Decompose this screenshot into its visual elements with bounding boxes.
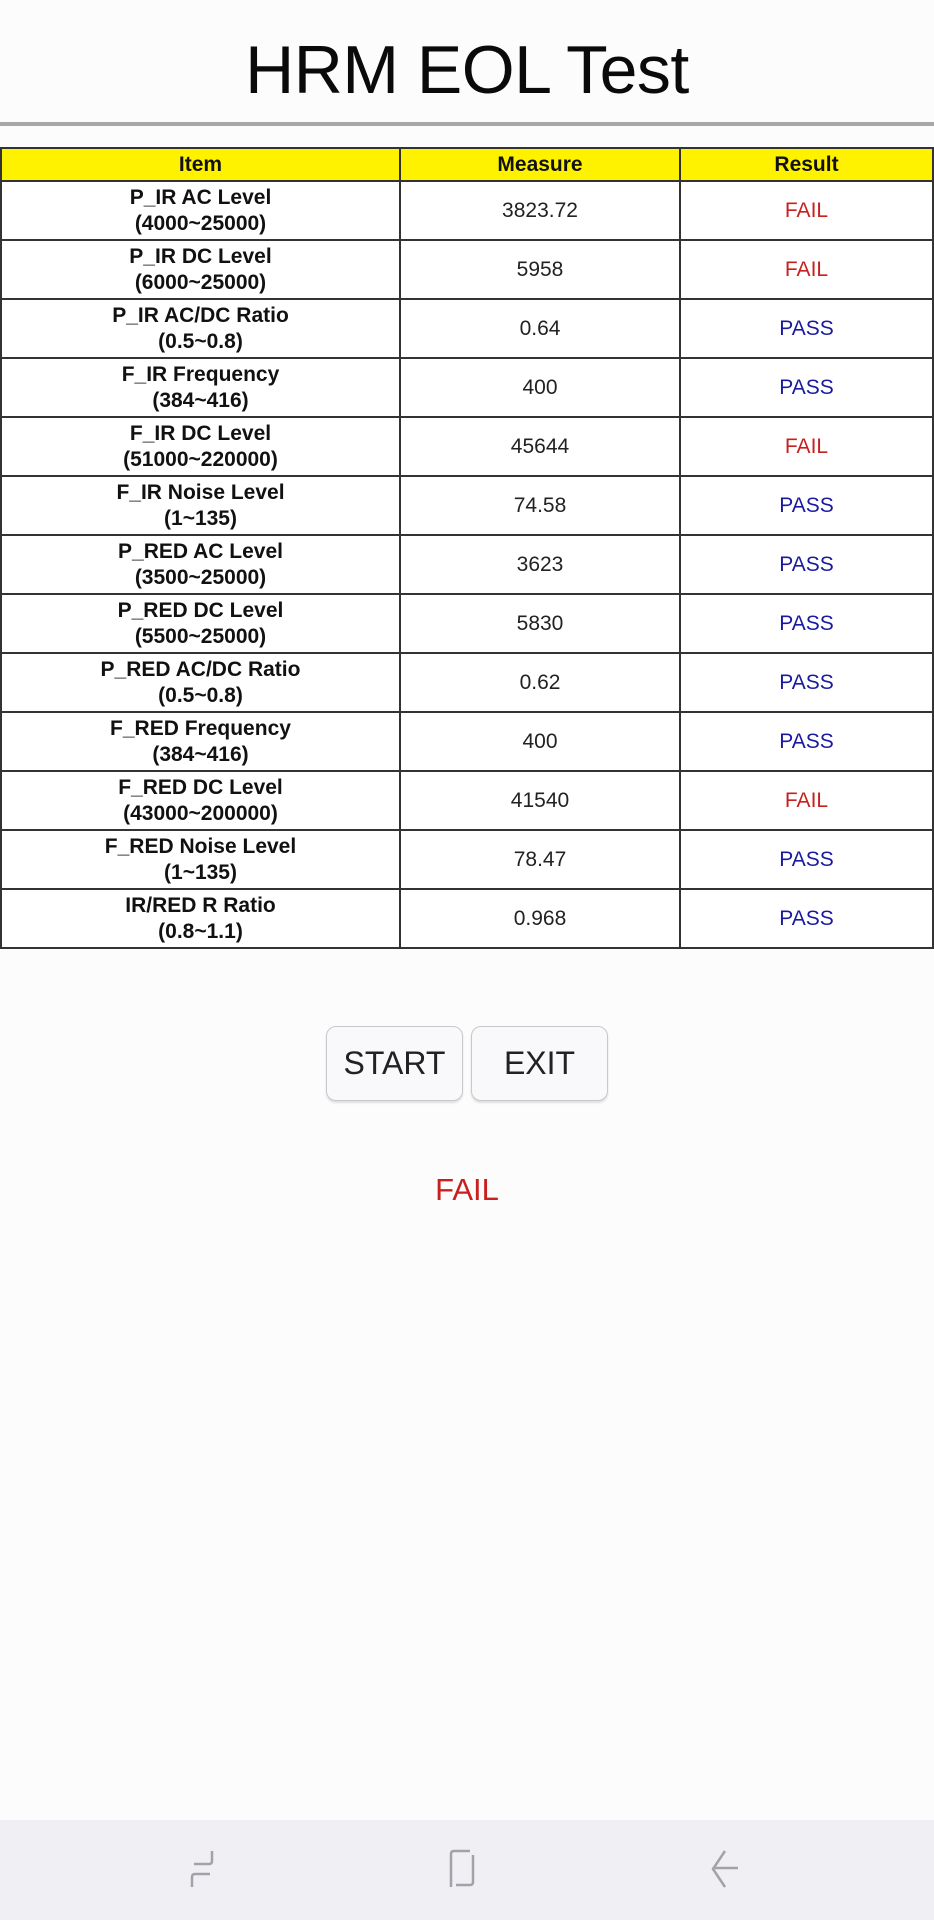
item-range: (43000~200000) <box>123 801 278 825</box>
item-cell <box>1 771 400 830</box>
item-name: P_IR DC Level <box>129 244 272 268</box>
table-row <box>1 771 933 830</box>
result-cell: PASS <box>680 535 933 594</box>
table-row <box>1 181 933 240</box>
item-range: (5500~25000) <box>134 624 267 648</box>
measure-cell: 400 <box>400 358 680 417</box>
measure-cell: 0.62 <box>400 653 680 712</box>
table-row <box>1 299 933 358</box>
recent-apps-icon <box>184 1849 220 1889</box>
measure-cell: 0.968 <box>400 889 680 948</box>
table-row <box>1 535 933 594</box>
measure-cell: 41540 <box>400 771 680 830</box>
result-cell: PASS <box>680 299 933 358</box>
result-cell: PASS <box>680 358 933 417</box>
measure-cell: 5830 <box>400 594 680 653</box>
table-row <box>1 653 933 712</box>
item-range: (384~416) <box>152 742 249 766</box>
item-cell <box>1 476 400 535</box>
item-cell <box>1 417 400 476</box>
results-table <box>0 147 934 949</box>
item-cell <box>1 240 400 299</box>
home-button[interactable] <box>438 1844 488 1894</box>
item-cell <box>1 535 400 594</box>
item-name: F_RED Frequency <box>110 716 291 740</box>
item-range: (384~416) <box>152 388 249 412</box>
item-range: (0.5~0.8) <box>158 683 243 707</box>
item-name: F_RED Noise Level <box>104 834 297 858</box>
page-title: HRM EOL Test <box>245 32 689 108</box>
item-range: (4000~25000) <box>134 211 267 235</box>
navigation-bar <box>0 1820 934 1920</box>
item-name: F_IR Frequency <box>121 362 280 386</box>
item-range: (0.5~0.8) <box>158 329 243 353</box>
measure-cell: 5958 <box>400 240 680 299</box>
item-cell <box>1 181 400 240</box>
overall-result: FAIL <box>435 1172 499 1207</box>
item-range: (0.8~1.1) <box>158 919 243 943</box>
item-name: P_IR AC/DC Ratio <box>112 303 289 327</box>
result-cell: PASS <box>680 830 933 889</box>
item-cell <box>1 653 400 712</box>
table-row <box>1 417 933 476</box>
measure-cell: 3623 <box>400 535 680 594</box>
column-header-measure: Measure <box>400 148 680 181</box>
measure-cell: 3823.72 <box>400 181 680 240</box>
item-name: P_RED AC Level <box>118 539 283 563</box>
result-cell: PASS <box>680 653 933 712</box>
measure-cell: 78.47 <box>400 830 680 889</box>
item-range: (1~135) <box>164 860 237 884</box>
item-name: P_IR AC Level <box>129 185 272 209</box>
item-cell <box>1 594 400 653</box>
table-row <box>1 476 933 535</box>
item-range: (51000~220000) <box>123 447 278 471</box>
back-button[interactable] <box>699 1844 749 1894</box>
measure-cell: 400 <box>400 712 680 771</box>
item-range: (3500~25000) <box>134 565 267 589</box>
result-cell: PASS <box>680 476 933 535</box>
column-header-item: Item <box>1 148 400 181</box>
item-name: IR/RED R Ratio <box>125 893 276 917</box>
title-divider <box>0 122 934 126</box>
table-row <box>1 358 933 417</box>
item-name: P_RED AC/DC Ratio <box>100 657 301 681</box>
measure-cell: 0.64 <box>400 299 680 358</box>
table-row <box>1 594 933 653</box>
home-icon <box>445 1849 481 1889</box>
item-cell <box>1 889 400 948</box>
item-name: F_RED DC Level <box>118 775 283 799</box>
result-cell: PASS <box>680 889 933 948</box>
item-cell <box>1 830 400 889</box>
recent-apps-button[interactable] <box>177 1844 227 1894</box>
result-cell: PASS <box>680 594 933 653</box>
table-row <box>1 240 933 299</box>
table-row <box>1 712 933 771</box>
item-name: P_RED DC Level <box>117 598 284 622</box>
table-header-row <box>1 148 933 181</box>
result-cell: PASS <box>680 712 933 771</box>
measure-cell: 74.58 <box>400 476 680 535</box>
item-range: (6000~25000) <box>134 270 267 294</box>
item-cell <box>1 299 400 358</box>
item-range: (1~135) <box>164 506 237 530</box>
result-cell: FAIL <box>680 417 933 476</box>
column-header-result: Result <box>680 148 933 181</box>
item-cell <box>1 712 400 771</box>
back-icon <box>706 1849 742 1889</box>
table-row <box>1 889 933 948</box>
table-row <box>1 830 933 889</box>
start-button[interactable]: START <box>326 1026 463 1101</box>
item-name: F_IR DC Level <box>129 421 272 445</box>
result-cell: FAIL <box>680 771 933 830</box>
exit-button[interactable]: EXIT <box>471 1026 608 1101</box>
result-cell: FAIL <box>680 181 933 240</box>
item-name: F_IR Noise Level <box>116 480 285 504</box>
item-cell <box>1 358 400 417</box>
measure-cell: 45644 <box>400 417 680 476</box>
result-cell: FAIL <box>680 240 933 299</box>
